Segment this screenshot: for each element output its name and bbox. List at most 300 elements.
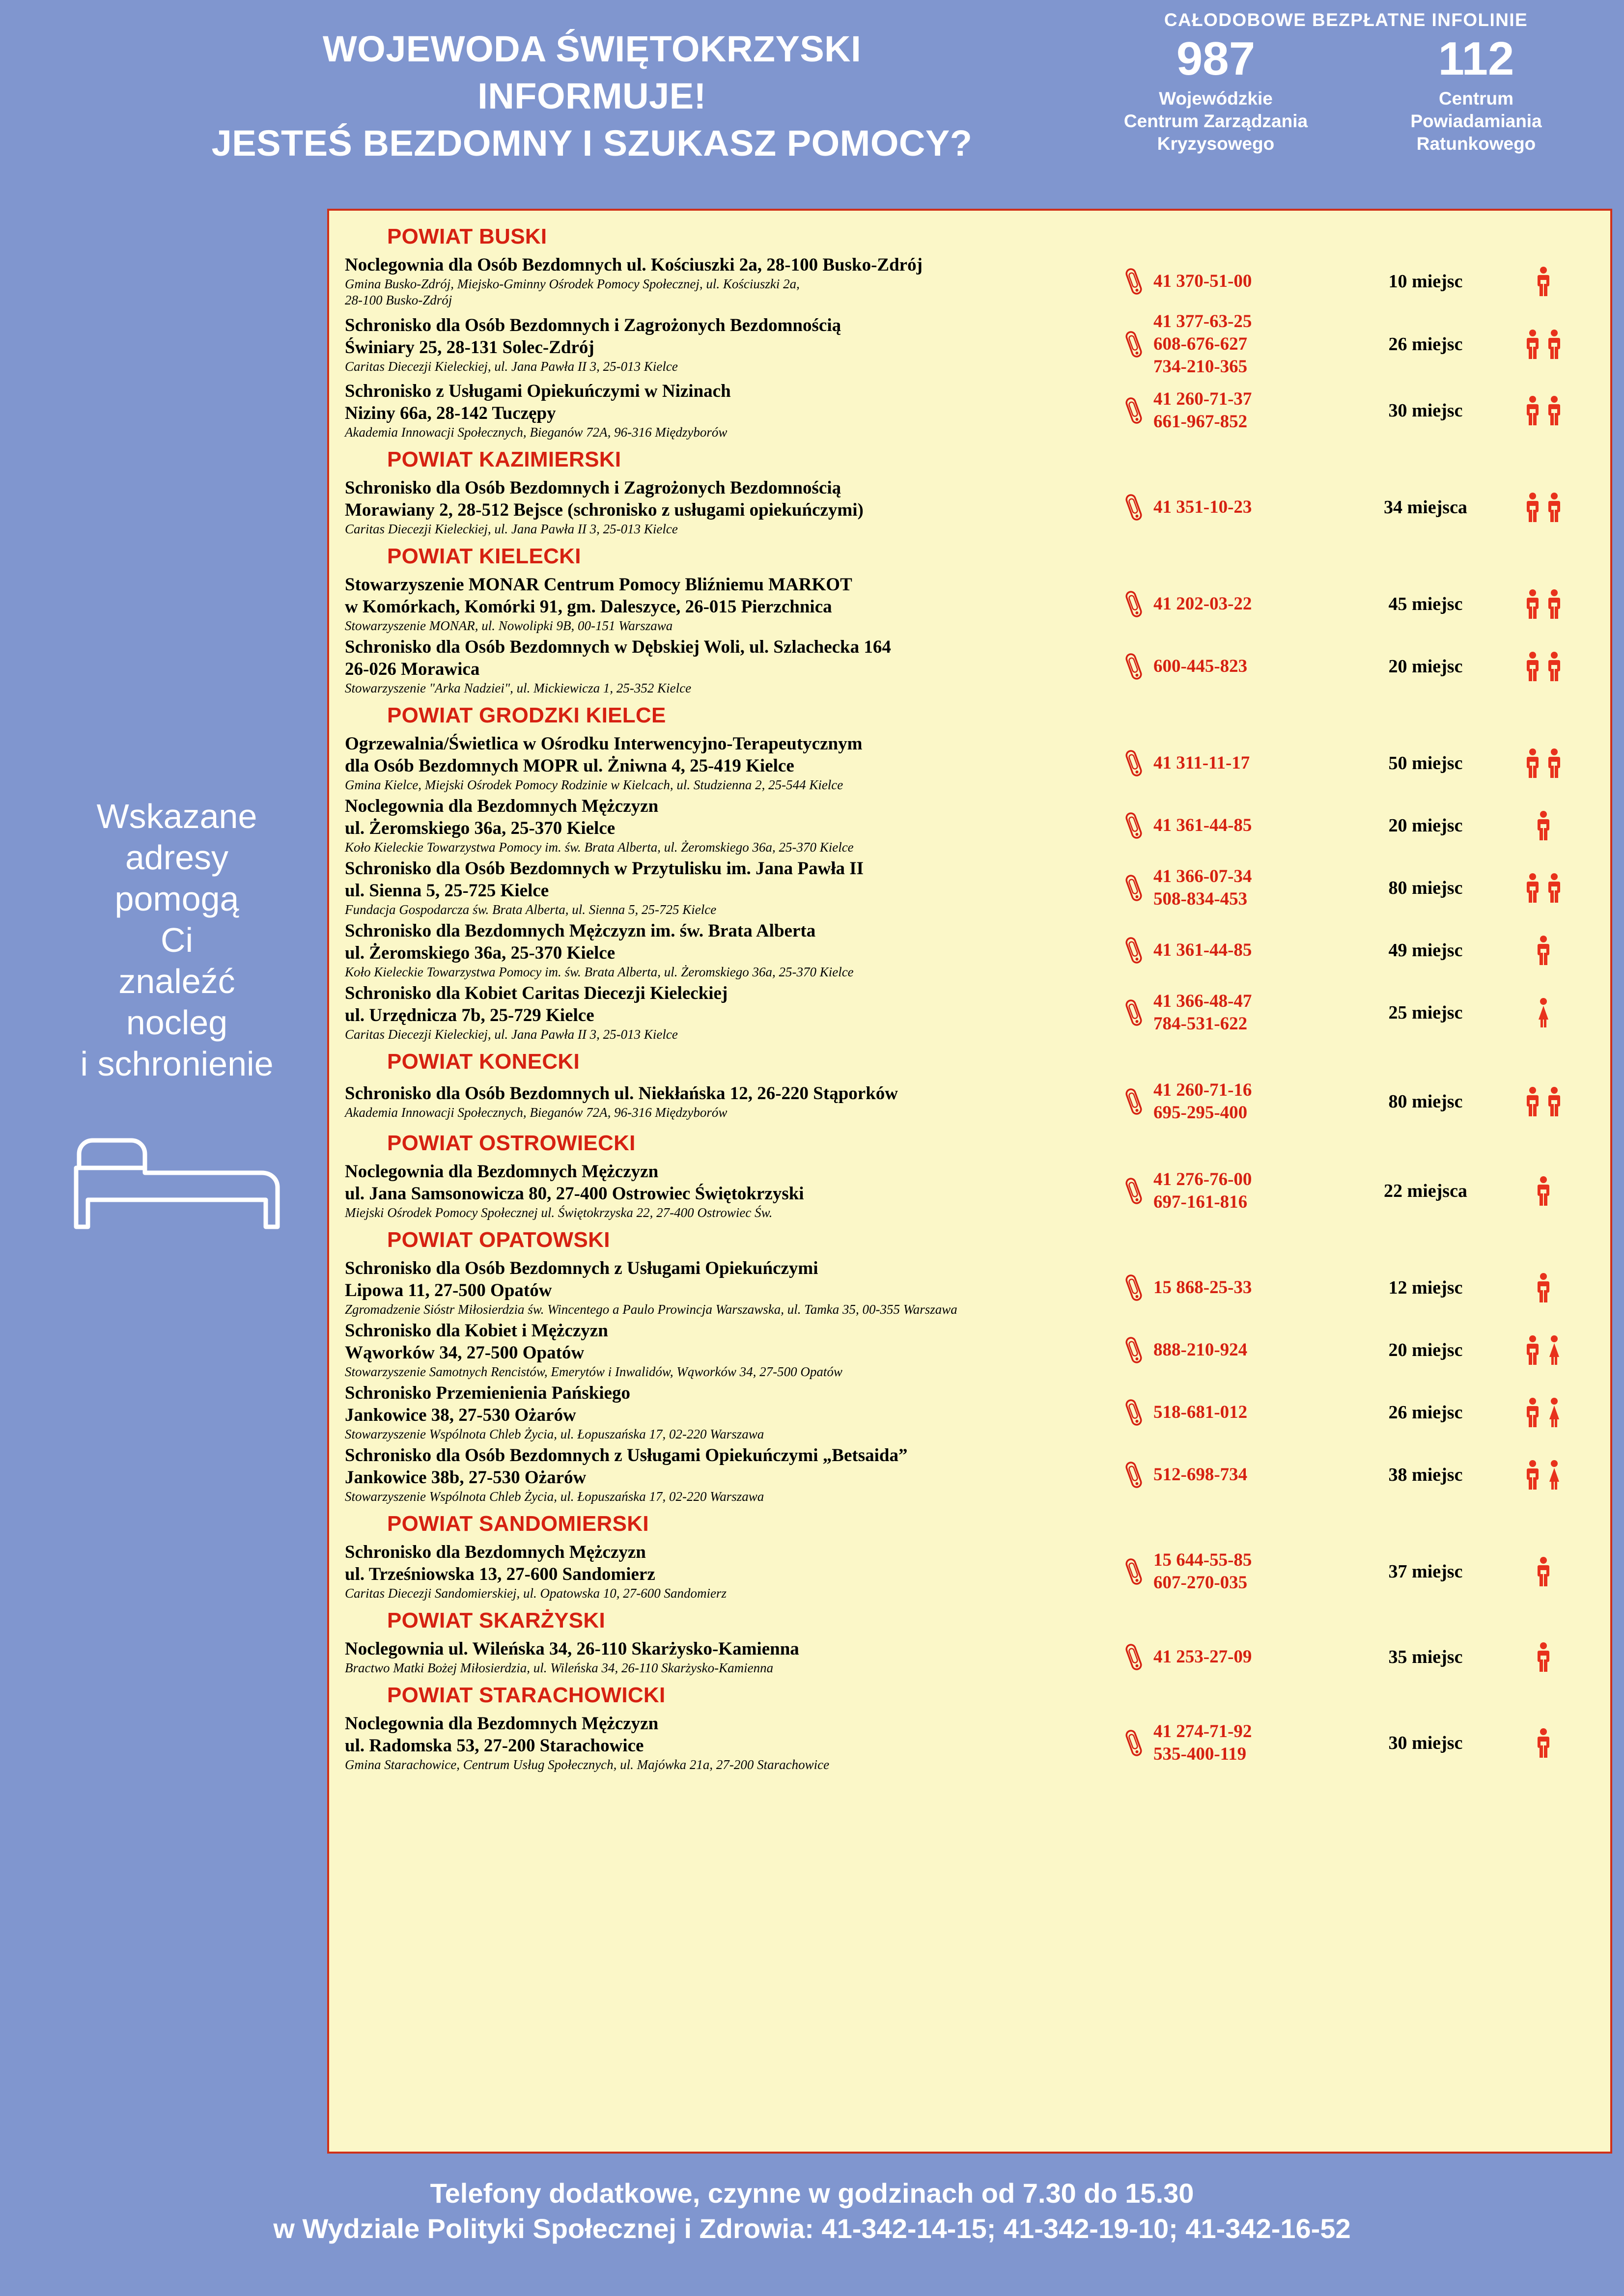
shelter-name [345,858,1121,902]
shelter-name [345,1082,1121,1105]
places-count: 20 miejsc [1388,815,1463,836]
shelter-text [340,858,1121,918]
shelter-entry [340,636,1599,696]
shelter-text [340,795,1121,856]
hotline-columns [1086,33,1606,155]
phone-cell [1121,310,1357,378]
places-count: 30 miejsc [1388,400,1463,421]
man-icon [1546,395,1563,426]
phone-numbers[interactable] [1153,388,1252,433]
phone-icon [1121,1273,1147,1302]
places-count: 37 miejsc [1388,1561,1463,1582]
gender-icons [1494,1086,1593,1117]
man-icon [1546,492,1563,523]
gender-icons [1494,1335,1593,1365]
phone-cell [1121,1335,1357,1365]
phone-number[interactable]: 518-681-012 [1153,1402,1248,1422]
shelter-operator [345,964,1121,980]
phone-number[interactable]: 41 361-44-85 [1153,940,1252,960]
shelter-operator [345,1660,1121,1676]
shelter-name-line: Morawiany 2, 28-512 Bejsce (schronisko z usługami opiekuńczymi) [345,500,864,520]
phone-icon [1121,936,1147,965]
header [0,0,1624,206]
man-icon [1535,1728,1552,1758]
shelter-name-line: ul. Trześniowska 13, 27-600 Sandomierz [345,1564,655,1584]
shelter-text [340,1444,1121,1505]
shelter-name-line: Jankowice 38b, 27-530 Ożarów [345,1467,587,1488]
shelter-text [340,1638,1121,1676]
phone-number[interactable]: 41 361-44-85 [1153,815,1252,835]
shelter-operator-line: 28-100 Busko-Zdrój [345,293,452,307]
phone-number[interactable]: 41 311-11-17 [1153,752,1250,773]
man-icon [1524,651,1541,682]
shelter-name-line: Lipowa 11, 27-500 Opatów [345,1280,552,1300]
gender-icons [1494,748,1593,778]
phone-number[interactable]: 41 276-76-00 [1153,1169,1252,1189]
shelter-entry [340,1444,1599,1505]
phone-cell [1121,1398,1357,1427]
phone-icon [1121,652,1147,681]
shelter-entry [340,254,1599,308]
shelter-name [345,314,1121,359]
shelter-entry [340,1079,1599,1124]
phone-icon [1121,811,1147,840]
phone-number[interactable]: 41 274-71-92 [1153,1721,1252,1742]
powiat-heading: POWIAT OPATOWSKI [387,1228,610,1252]
powiat-heading: POWIAT BUSKI [387,224,547,249]
left-slogan-line: nocleg [126,1003,228,1042]
shelter-name-line: Schronisko dla Bezdomnych Mężczyzn [345,1542,646,1562]
shelter-operator-line: Zgromadzenie Sióstr Miłosierdzia św. Wincentego a Paulo Prowincja Warszawska, ul. Tamka 35, 00-355 Warszawa [345,1302,957,1317]
shelter-operator-line: Bractwo Matki Bożej Miłosierdzia, ul. Wileńska 34, 26-110 Skarżysko-Kamienna [345,1660,774,1675]
shelter-operator [345,902,1121,918]
powiat-heading: POWIAT SANDOMIERSKI [387,1512,649,1536]
shelter-name-line: Niziny 66a, 28-142 Tuczępy [345,403,556,423]
shelter-entry [340,477,1599,537]
gender-icons [1494,935,1593,966]
shelter-text [340,982,1121,1043]
shelter-name-line: Schronisko dla Osób Bezdomnych i Zagrożonych Bezdomnością [345,315,841,335]
phone-numbers[interactable] [1153,990,1252,1035]
shelter-name [345,636,1121,680]
phone-number[interactable]: 41 260-71-16 [1153,1080,1252,1100]
shelter-name [345,254,1121,276]
phone-cell [1121,652,1357,681]
places-count: 80 miejsc [1388,1091,1463,1112]
shelter-name [345,1638,1121,1660]
phone-number[interactable]: 41 366-07-34 [1153,866,1252,886]
phone-cell [1121,1273,1357,1302]
shelter-name-line: w Komórkach, Komórki 91, gm. Daleszyce, 26-015 Pierzchnica [345,597,832,617]
man-icon [1524,873,1541,903]
shelter-name-line: Schronisko dla Kobiet i Mężczyzn [345,1321,608,1341]
shelter-entry [340,858,1599,918]
powiat-heading: POWIAT OSTROWIECKI [387,1131,636,1155]
hotline-description-line: Kryzysowego [1157,134,1275,154]
phone-numbers[interactable] [1153,939,1252,962]
phone-number[interactable]: 697-161-816 [1153,1191,1248,1212]
phone-number[interactable]: 41 202-03-22 [1153,593,1252,614]
hotline-description [1100,87,1331,155]
man-icon [1546,1086,1563,1117]
phone-icon [1121,1642,1147,1672]
shelter-operator-line: Gmina Starachowice, Centrum Usług Społecznych, ul. Majówka 21a, 27-200 Starachowice [345,1757,830,1772]
shelter-entry [340,920,1599,980]
shelter-name-line: ul. Żeromskiego 36a, 25-370 Kielce [345,943,616,963]
powiat-heading: POWIAT KONECKI [387,1050,580,1074]
shelter-operator [345,1426,1121,1442]
phone-icon [1121,1728,1147,1758]
man-icon [1524,748,1541,778]
shelter-operator-line: Gmina Busko-Zdrój, Miejsko-Gminny Ośrodek Pomocy Społecznej, ul. Kościuszki 2a, [345,277,800,291]
shelter-name-line: Ogrzewalnia/Świetlica w Ośrodku Interwencyjno-Terapeutycznym [345,734,863,754]
phone-numbers[interactable] [1153,310,1252,378]
phone-number[interactable]: 41 260-71-37 [1153,388,1252,409]
places-count: 80 miejsc [1388,877,1463,898]
phone-cell [1121,1642,1357,1672]
shelter-name-line: Schronisko dla Osób Bezdomnych w Przytulisku im. Jana Pawła II [345,858,864,879]
footer [0,2176,1624,2246]
man-icon [1535,266,1552,297]
phone-cell [1121,1079,1357,1124]
phone-icon [1121,1557,1147,1586]
phone-number[interactable]: 41 351-10-23 [1153,497,1252,517]
phone-icon [1121,1460,1147,1490]
phone-icon [1121,267,1147,296]
hotline-block [1086,10,1606,155]
left-slogan-line: i schronienie [80,1045,274,1083]
phone-cell [1121,865,1357,911]
phone-numbers[interactable] [1153,1464,1247,1486]
shelter-operator-line: Stowarzyszenie "Arka Nadziei", ul. Mickiewicza 1, 25-352 Kielce [345,681,692,695]
phone-number[interactable]: 41 377-63-25 [1153,311,1252,332]
phone-cell [1121,1168,1357,1214]
gender-icons [1494,651,1593,682]
powiat-heading: POWIAT SKARŻYSKI [387,1608,605,1632]
shelter-name-line: Schronisko Przemienienia Pańskiego [345,1383,631,1403]
shelter-operator [345,777,1121,793]
phone-numbers[interactable] [1153,496,1252,519]
phone-numbers[interactable] [1153,865,1252,911]
phone-number[interactable]: 734-210-365 [1153,357,1248,377]
shelter-name [345,1713,1121,1757]
gender-icons [1494,810,1593,841]
man-icon [1535,1176,1552,1206]
footer-line-2: w Wydziale Polityki Społecznej i Zdrowia: 41-342-14-15; 41-342-19-10; 41-342-16-52 [273,2213,1351,2244]
shelter-entry [340,795,1599,856]
shelter-name-line: Stowarzyszenie MONAR Centrum Pomocy Bliźniemu MARKOT [345,575,852,595]
page-title-line-3: JESTEŚ BEZDOMNY I SZUKASZ POMOCY? [211,123,973,164]
shelter-text [340,574,1121,634]
phone-numbers[interactable] [1153,1339,1247,1361]
woman-icon [1535,997,1552,1028]
page-title-line-1: WOJEWODA ŚWIĘTOKRZYSKI [322,28,862,69]
shelter-entry [340,1382,1599,1442]
powiat-heading: POWIAT STARACHOWICKI [387,1683,666,1707]
phone-icon [1121,330,1147,359]
phone-cell [1121,1460,1357,1490]
phone-number[interactable]: 888-210-924 [1153,1339,1248,1360]
phone-numbers[interactable] [1153,655,1247,678]
left-slogan-line: pomogą [114,880,239,918]
shelter-text [340,1257,1121,1318]
phone-number[interactable]: 512-698-734 [1153,1464,1248,1485]
shelter-name [345,1444,1121,1489]
shelter-name-line: 26-026 Morawica [345,659,480,679]
shelter-operator [345,1364,1121,1380]
phone-icon [1121,1176,1147,1206]
man-icon [1524,589,1541,619]
phone-icon [1121,873,1147,903]
shelter-name [345,795,1121,839]
shelter-operator [345,1489,1121,1505]
places-count: 50 miejsc [1388,752,1463,774]
places-count: 34 miejsca [1384,497,1467,518]
hotline-description-line: Ratunkowego [1416,134,1536,154]
shelter-name-line: Noclegownia dla Bezdomnych Mężczyzn [345,796,659,816]
phone-numbers[interactable] [1153,814,1252,837]
phone-number[interactable]: 695-295-400 [1153,1103,1248,1123]
phone-number[interactable]: 535-400-119 [1153,1743,1247,1764]
places-count: 20 miejsc [1388,656,1463,677]
shelter-name [345,1382,1121,1426]
phone-numbers[interactable] [1153,1720,1252,1766]
shelter-text [340,636,1121,696]
places-count: 38 miejsc [1388,1464,1463,1485]
phone-icon [1121,748,1147,778]
places-count: 45 miejsc [1388,593,1463,614]
shelter-operator [345,1757,1121,1773]
man-icon [1524,492,1541,523]
shelter-name-line: Noclegownia ul. Wileńska 34, 26-110 Skarżysko-Kamienna [345,1639,799,1659]
shelter-name-line: Schronisko dla Osób Bezdomnych w Dębskiej Woli, ul. Szlachecka 164 [345,637,891,657]
hotline-description-line: Powiadamiania [1410,111,1542,131]
shelter-entry [340,1320,1599,1380]
shelter-name [345,920,1121,964]
man-icon [1535,935,1552,966]
gender-icons [1494,1642,1593,1672]
places-count: 26 miejsc [1388,1402,1463,1423]
phone-numbers[interactable] [1153,1168,1252,1214]
shelter-entry [340,733,1599,793]
shelter-operator [345,1585,1121,1602]
shelter-name-line: Noclegownia dla Bezdomnych Mężczyzn [345,1714,659,1734]
phone-icon [1121,1335,1147,1365]
man-icon [1535,1642,1552,1672]
phone-numbers[interactable] [1153,1401,1247,1424]
phone-numbers[interactable] [1153,752,1250,775]
shelter-name-line: ul. Urzędnicza 7b, 25-729 Kielce [345,1005,594,1025]
phone-number[interactable]: 784-531-622 [1153,1013,1248,1034]
phone-numbers[interactable] [1153,1646,1252,1668]
places-count: 22 miejsca [1384,1180,1467,1201]
phone-number[interactable]: 15 644-55-85 [1153,1549,1252,1570]
phone-icon [1121,1087,1147,1116]
shelter-name-line: ul. Sienna 5, 25-725 Kielce [345,881,549,901]
shelter-name-line: Schronisko dla Kobiet Caritas Diecezji Kieleckiej [345,983,728,1003]
places-count: 30 miejsc [1388,1732,1463,1753]
phone-cell [1121,748,1357,778]
phone-cell [1121,811,1357,840]
phone-cell [1121,589,1357,619]
phone-cell [1121,990,1357,1035]
shelter-name-line: ul. Jana Samsonowicza 80, 27-400 Ostrowiec Świętokrzyski [345,1184,804,1204]
phone-cell [1121,493,1357,522]
man-icon [1524,329,1541,360]
places-count: 10 miejsc [1388,271,1463,292]
gender-icons [1494,1556,1593,1587]
shelter-entry [340,1257,1599,1318]
shelter-operator-line: Akademia Innowacji Społecznych, Bieganów 72A, 96-316 Międzyborów [345,1105,728,1120]
phone-cell [1121,267,1357,296]
phone-number[interactable]: 607-270-035 [1153,1572,1248,1593]
left-slogan-line: adresy [125,838,229,877]
shelter-operator-line: Stowarzyszenie Wspólnota Chleb Życia, ul. Łopuszańska 17, 02-220 Warszawa [345,1427,764,1441]
shelter-name [345,380,1121,424]
left-slogan-line: znaleźć [118,962,235,1000]
gender-icons [1494,1176,1593,1206]
shelter-entry [340,1541,1599,1602]
shelter-text [340,477,1121,537]
shelter-text [340,1713,1121,1773]
footer-line-1: Telefony dodatkowe, czynne w godzinach od 7.30 do 15.30 [430,2178,1194,2209]
shelter-text [340,380,1121,441]
phone-numbers[interactable] [1153,1549,1252,1594]
places-count: 35 miejsc [1388,1647,1463,1667]
shelter-name [345,1320,1121,1364]
phone-number[interactable]: 41 370-51-00 [1153,271,1252,291]
shelter-operator [345,1301,1121,1318]
phone-numbers[interactable] [1153,1079,1252,1124]
shelter-name [345,1257,1121,1301]
phone-icon [1121,589,1147,619]
man-icon [1546,329,1563,360]
shelter-operator [345,521,1121,537]
shelter-operator-line: Stowarzyszenie Wspólnota Chleb Życia, ul. Łopuszańska 17, 02-220 Warszawa [345,1489,764,1504]
man-icon [1546,651,1563,682]
man-icon [1546,873,1563,903]
shelter-name-line: Noclegownia dla Osób Bezdomnych ul. Kościuszki 2a, 28-100 Busko-Zdrój [345,255,923,275]
phone-number[interactable]: 41 253-27-09 [1153,1647,1252,1667]
shelter-text [340,1082,1121,1121]
man-icon [1524,1086,1541,1117]
shelter-name [345,574,1121,618]
shelter-operator [345,276,1121,308]
man-icon [1535,1272,1552,1303]
shelter-name-line: Świniary 25, 28-131 Solec-Zdrój [345,337,594,358]
phone-icon [1121,493,1147,522]
gender-icons [1494,492,1593,523]
shelter-name-line: dla Osób Bezdomnych MOPR ul. Żniwna 4, 25-419 Kielce [345,756,794,776]
man-icon [1524,1335,1541,1365]
shelter-entry [340,310,1599,378]
shelter-list [329,211,1610,1780]
hotline-number: 987 [1176,32,1256,85]
hotline-description [1361,87,1592,155]
hotline-description-line: Centrum Zarządzania [1123,111,1308,131]
gender-icons [1494,266,1593,297]
powiat-heading: POWIAT KIELECKI [387,544,581,568]
phone-number[interactable]: 661-967-852 [1153,411,1248,432]
shelter-text [340,1320,1121,1380]
phone-numbers[interactable] [1153,1276,1252,1299]
shelter-operator [345,839,1121,856]
shelter-name-line: Schronisko dla Bezdomnych Mężczyzn im. św. Brata Alberta [345,921,816,941]
places-count: 12 miejsc [1388,1277,1463,1298]
shelter-name-line: Noclegownia dla Bezdomnych Mężczyzn [345,1162,659,1182]
shelter-entry [340,380,1599,441]
shelter-operator-line: Stowarzyszenie MONAR, ul. Nowolipki 9B, 00-151 Warszawa [345,618,673,633]
gender-icons [1494,1397,1593,1428]
shelter-operator-line: Caritas Diecezji Kieleckiej, ul. Jana Pawła II 3, 25-013 Kielce [345,359,678,374]
shelter-operator-line: Caritas Diecezji Kieleckiej, ul. Jana Pawła II 3, 25-013 Kielce [345,522,678,536]
shelter-name-line: ul. Żeromskiego 36a, 25-370 Kielce [345,818,616,838]
phone-cell [1121,1549,1357,1594]
shelter-text [340,920,1121,980]
phone-icon [1121,998,1147,1027]
shelter-operator-line: Fundacja Gospodarcza św. Brata Alberta, ul. Sienna 5, 25-725 Kielce [345,902,717,917]
man-icon [1546,589,1563,619]
phone-number[interactable]: 41 366-48-47 [1153,991,1252,1011]
woman-icon [1546,1397,1563,1428]
phone-icon [1121,1398,1147,1427]
shelter-operator-line: Miejski Ośrodek Pomocy Społecznej ul. Świętokrzyska 22, 27-400 Ostrowiec Św. [345,1205,773,1220]
phone-icon [1121,396,1147,425]
shelter-name [345,1541,1121,1585]
shelter-operator-line: Akademia Innowacji Społecznych, Bieganów 72A, 96-316 Międzyborów [345,425,728,440]
shelter-name-line: Wąworków 34, 27-500 Opatów [345,1343,585,1363]
man-icon [1546,748,1563,778]
powiat-heading: POWIAT KAZIMIERSKI [387,447,621,471]
phone-number[interactable]: 600-445-823 [1153,656,1248,676]
shelter-operator-line: Koło Kieleckie Towarzystwa Pomocy im. św. Brata Alberta, ul. Żeromskiego 36a, 25-370 Kielce [345,965,854,979]
gender-icons [1494,1460,1593,1490]
woman-icon [1546,1335,1563,1365]
shelter-name [345,1161,1121,1205]
phone-number[interactable]: 15 868-25-33 [1153,1277,1252,1298]
page-title-line-2: INFORMUJE! [477,76,706,116]
hotline-description-line: Centrum [1438,88,1514,109]
shelter-operator [345,359,1121,375]
shelter-operator-line: Caritas Diecezji Sandomierskiej, ul. Opatowska 10, 27-600 Sandomierz [345,1586,727,1601]
shelter-name-line: Jankowice 38, 27-530 Ożarów [345,1405,576,1425]
shelter-text [340,1382,1121,1442]
shelter-operator-line: Gmina Kielce, Miejski Ośrodek Pomocy Rodzinie w Kielcach, ul. Studzienna 2, 25-544 Kielce [345,777,843,792]
man-icon [1535,810,1552,841]
shelter-operator-line: Stowarzyszenie Samotnych Rencistów, Emerytów i Inwalidów, Wąworków 34, 27-500 Opatów [345,1364,842,1379]
shelter-name [345,733,1121,777]
phone-number[interactable]: 608-676-627 [1153,334,1248,354]
shelter-operator [345,1026,1121,1043]
left-slogan-line: Ci [160,921,194,959]
gender-icons [1494,997,1593,1028]
woman-icon [1546,1460,1563,1490]
phone-numbers[interactable] [1153,270,1252,293]
man-icon [1524,1397,1541,1428]
shelter-name-line: ul. Radomska 53, 27-200 Starachowice [345,1736,644,1756]
man-icon [1535,1556,1552,1587]
phone-number[interactable]: 508-834-453 [1153,888,1248,909]
bed-icon [71,1114,282,1242]
left-slogan-line: Wskazane [96,797,257,835]
powiat-heading: POWIAT GRODZKI KIELCE [387,703,666,727]
phone-numbers[interactable] [1153,593,1252,615]
shelter-name-line: Schronisko dla Osób Bezdomnych ul. Niekłańska 12, 26-220 Stąporków [345,1083,898,1104]
man-icon [1524,395,1541,426]
hotline-number: 112 [1438,32,1514,85]
shelter-name-line: Schronisko dla Osób Bezdomnych i Zagrożonych Bezdomnością [345,478,841,498]
shelter-operator [345,424,1121,441]
